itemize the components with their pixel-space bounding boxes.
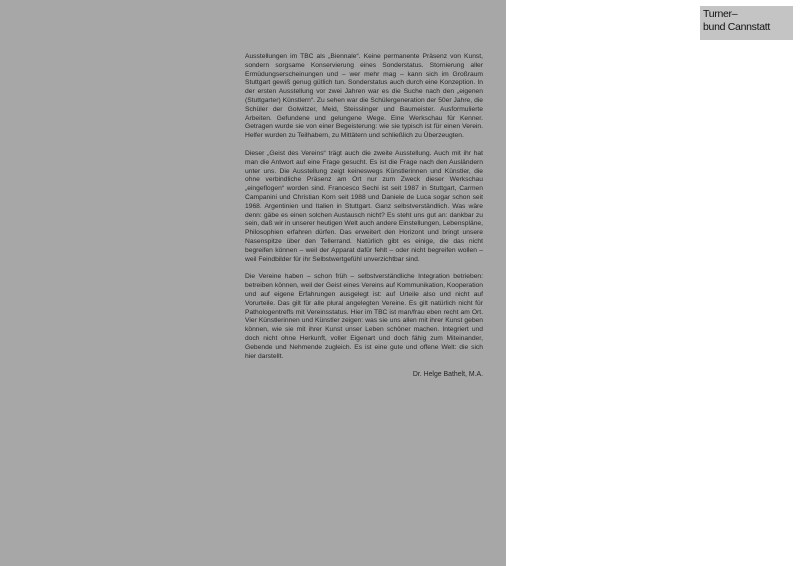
author-signature: Dr. Helge Bathelt, M.A. (412, 371, 483, 379)
article-text (245, 53, 483, 380)
logo-line-2: bund Cannstatt (703, 21, 771, 33)
logo-line-1: Turner– (703, 8, 738, 20)
club-logo (700, 6, 793, 40)
paragraph-1: Ausstellungen im TBC als „Biennale“. Keine permanente Präsenz von Kunst, sondern sorgsame Konservierung eines Sonderstatus. Stornierung aller Ermüdungserscheinungen und – wer mehr mag – kann sich im Großraum Stuttgart gewiß genug gütlich tun. Sonderstatus auch durch eine Konzeption. In der ersten Ausstellung vor zwei Jahren war es die Suche nach den „eigenen (Stuttgarter) Künstlern“. Zu sehen war die Schülergeneration der 50er Jahre, die Schüler der Golwitzer, Meid, Steisslinger und Baumeister. Ausformulierte Arbeiten. Gefundene und gelungene Wege. Eine Werkschau für Kenner. Getragen wurde sie von einer Begeisterung: wie sie typisch ist für einen Verein. Helfer wurden zu Teilhabern, zu Mittätern und schließlich zu Überzeugten. (245, 53, 483, 140)
paragraph-3: Die Vereine haben – schon früh – selbstverständliche Integration betrieben: betreiben können, weil der Geist eines Vereins auf Kommunikation, Kooperation und auf eigene Erfahrungen ausgelegt ist: auf Urteile also und nicht auf Vorurteile. Das gilt für alle plural angelegten Vereine. Es gilt natürlich nicht für Pathologentreffs mit Vereinsstatus. Hier im TBC ist man/frau eben recht am Ort. Vier Künstlerinnen und Künstler zeigen: was sie uns allen mit ihrer Kunst geben können, wie sie mit ihrer Kunst unser Leben schöner machen. Integriert und doch nicht ohne Herkunft, voller Eigenart und doch fähig zum Miteinander, Gebende und Nehmende zugleich. Es ist eine gute und offene Welt: die sich hier darstellt. (245, 273, 483, 360)
paragraph-2: Dieser „Geist des Vereins“ trägt auch die zweite Ausstellung. Auch mit ihr hat man die Antwort auf eine Frage gesucht. Es ist die Frage nach den Ausländern unter uns. Die Ausstellung zeigt keineswegs Künstlerinnen und Künstler, die ohne verbindliche Präsenz am Ort nur zum Zweck dieser Werkschau „eingeflogen“ worden sind. Francesco Sechi ist seit 1987 in Stuttgart, Carmen Campanini und Christian Korn seit 1988 und Daniele de Luca sogar schon seit 1968. Argentinien und Italien in Stuttgart. Ganz selbstverständlich. Was wäre denn: gäbe es einen solchen Austausch nicht? Es steht uns gut an: dankbar zu sein, daß wir in unserer heutigen Welt auch andere Einstellungen, Lebenspläne, Philosophien erfahren dürfen. Das erweitert den Horizont und bringt unsere Nasenspitze über den Tellerrand. Natürlich gibt es einige, die das nicht begreifen können – weil der Apparat dafür fehlt – oder nicht begreifen wollen – weil Feindbilder für ihr Selbstwertgefühl unverzichtbar sind. (245, 149, 483, 263)
